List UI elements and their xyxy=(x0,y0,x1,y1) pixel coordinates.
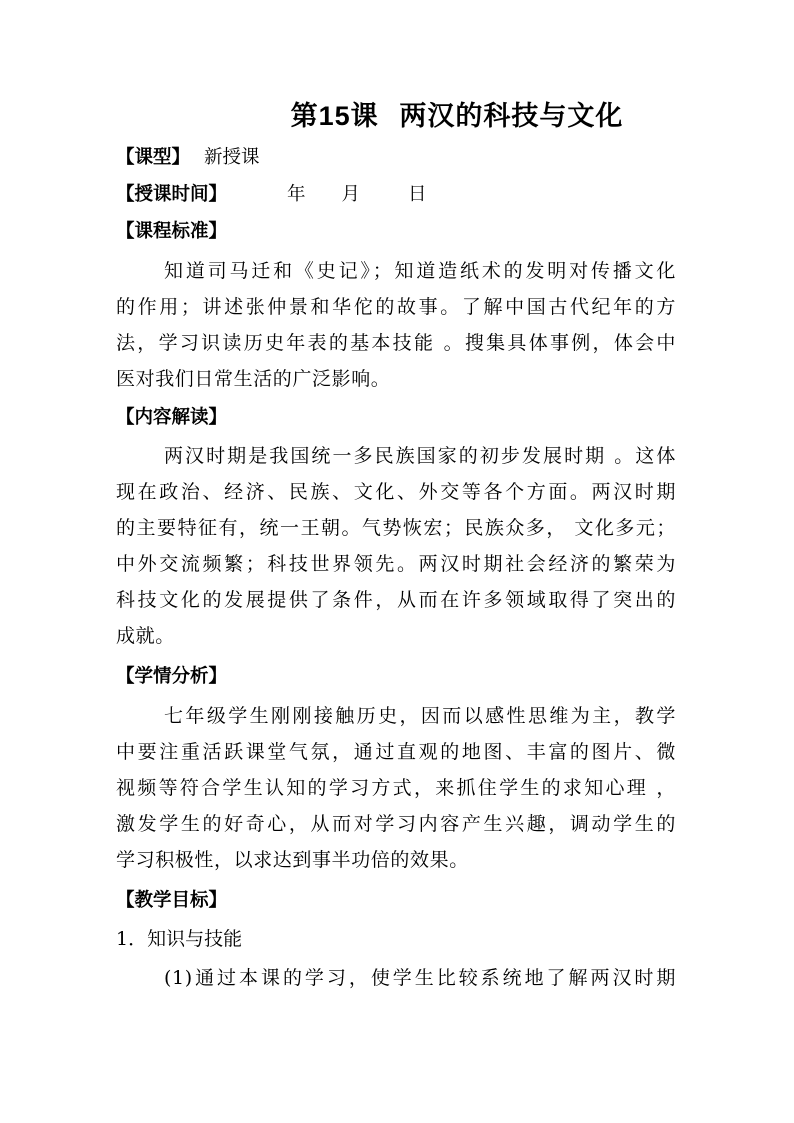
course-standard-line-2: 的作用；讲述张仲景和华佗的故事。了解中国古代纪年的方 xyxy=(116,296,676,318)
content-line-3: 的主要特征有，统一王朝。气势恢宏；民族众多， 文化多元； xyxy=(116,517,676,539)
learning-analysis-heading xyxy=(116,662,227,692)
content-line-6: 成就。 xyxy=(116,625,175,647)
teaching-goals-item-1-1 xyxy=(116,960,676,996)
lesson-time-row xyxy=(116,180,427,210)
teaching-goals-item-1-text: 1．知识与技能 xyxy=(116,928,243,950)
page-title xyxy=(120,96,794,137)
teaching-goals-item-1-1-text: (1)通过本课的学习，使学生比较系统地了解两汉时期 xyxy=(164,967,676,989)
content-interpretation-heading xyxy=(116,403,227,433)
title-rest: 课 两汉的科技与文化 xyxy=(350,101,624,132)
learning-line-3: 视频等符合学生认知的学习方式，来抓住学生的求知心理 ， xyxy=(116,777,676,799)
lesson-time-year: 年 xyxy=(287,184,306,205)
lesson-time-month: 月 xyxy=(341,184,361,205)
lesson-time-label: 【授课时间】 xyxy=(116,184,228,205)
learning-line-4: 激发学生的好奇心，从而对学习内容产生兴趣，调动学生的 xyxy=(116,813,676,835)
teaching-goals-heading-text: 【教学目标】 xyxy=(116,890,228,911)
lesson-type-value: 新授课 xyxy=(204,147,260,168)
title-prefix: 第 xyxy=(290,101,319,132)
course-standard-line-3: 法，学习识读历史年表的基本技能 。搜集具体事例，体会中 xyxy=(116,332,676,354)
course-standard-line-1: 知道司马迁和《史记》；知道造纸术的发明对传播文化 xyxy=(164,260,676,282)
learning-line-5: 学习积极性，以求达到事半功倍的效果。 xyxy=(116,849,469,871)
course-standard-heading-text: 【课程标准】 xyxy=(116,221,228,242)
content-line-5: 科技文化的发展提供了条件，从而在许多领域取得了突出的 xyxy=(116,589,676,611)
content-line-2: 现在政治、经济、民族、文化、外交等各个方面。两汉时期 xyxy=(116,481,676,503)
content-interpretation-paragraph xyxy=(116,438,676,654)
lesson-type-label: 【课型】 xyxy=(116,147,191,168)
learning-line-2: 中要注重活跃课堂气氛，通过直观的地图、丰富的图片、微 xyxy=(116,741,676,763)
title-number: 15 xyxy=(318,101,351,131)
course-standard-paragraph xyxy=(116,253,676,397)
content-line-1: 两汉时期是我国统一多民族国家的初步发展时期 。这体 xyxy=(164,445,676,467)
lesson-time-day: 日 xyxy=(408,184,427,205)
teaching-goals-heading xyxy=(116,886,227,916)
content-line-4: 中外交流频繁；科技世界领先。两汉时期社会经济的繁荣为 xyxy=(116,553,676,575)
teaching-goals-item-1 xyxy=(116,924,242,954)
course-standard-line-4: 医对我们日常生活的广泛影响。 xyxy=(116,368,391,390)
learning-analysis-heading-text: 【学情分析】 xyxy=(116,666,228,687)
content-interpretation-heading-text: 【内容解读】 xyxy=(116,407,228,428)
learning-analysis-paragraph xyxy=(116,698,676,878)
learning-line-1: 七年级学生刚刚接触历史，因而以感性思维为主，教学 xyxy=(164,705,676,727)
course-standard-heading xyxy=(116,217,227,247)
lesson-type-row xyxy=(116,143,260,173)
